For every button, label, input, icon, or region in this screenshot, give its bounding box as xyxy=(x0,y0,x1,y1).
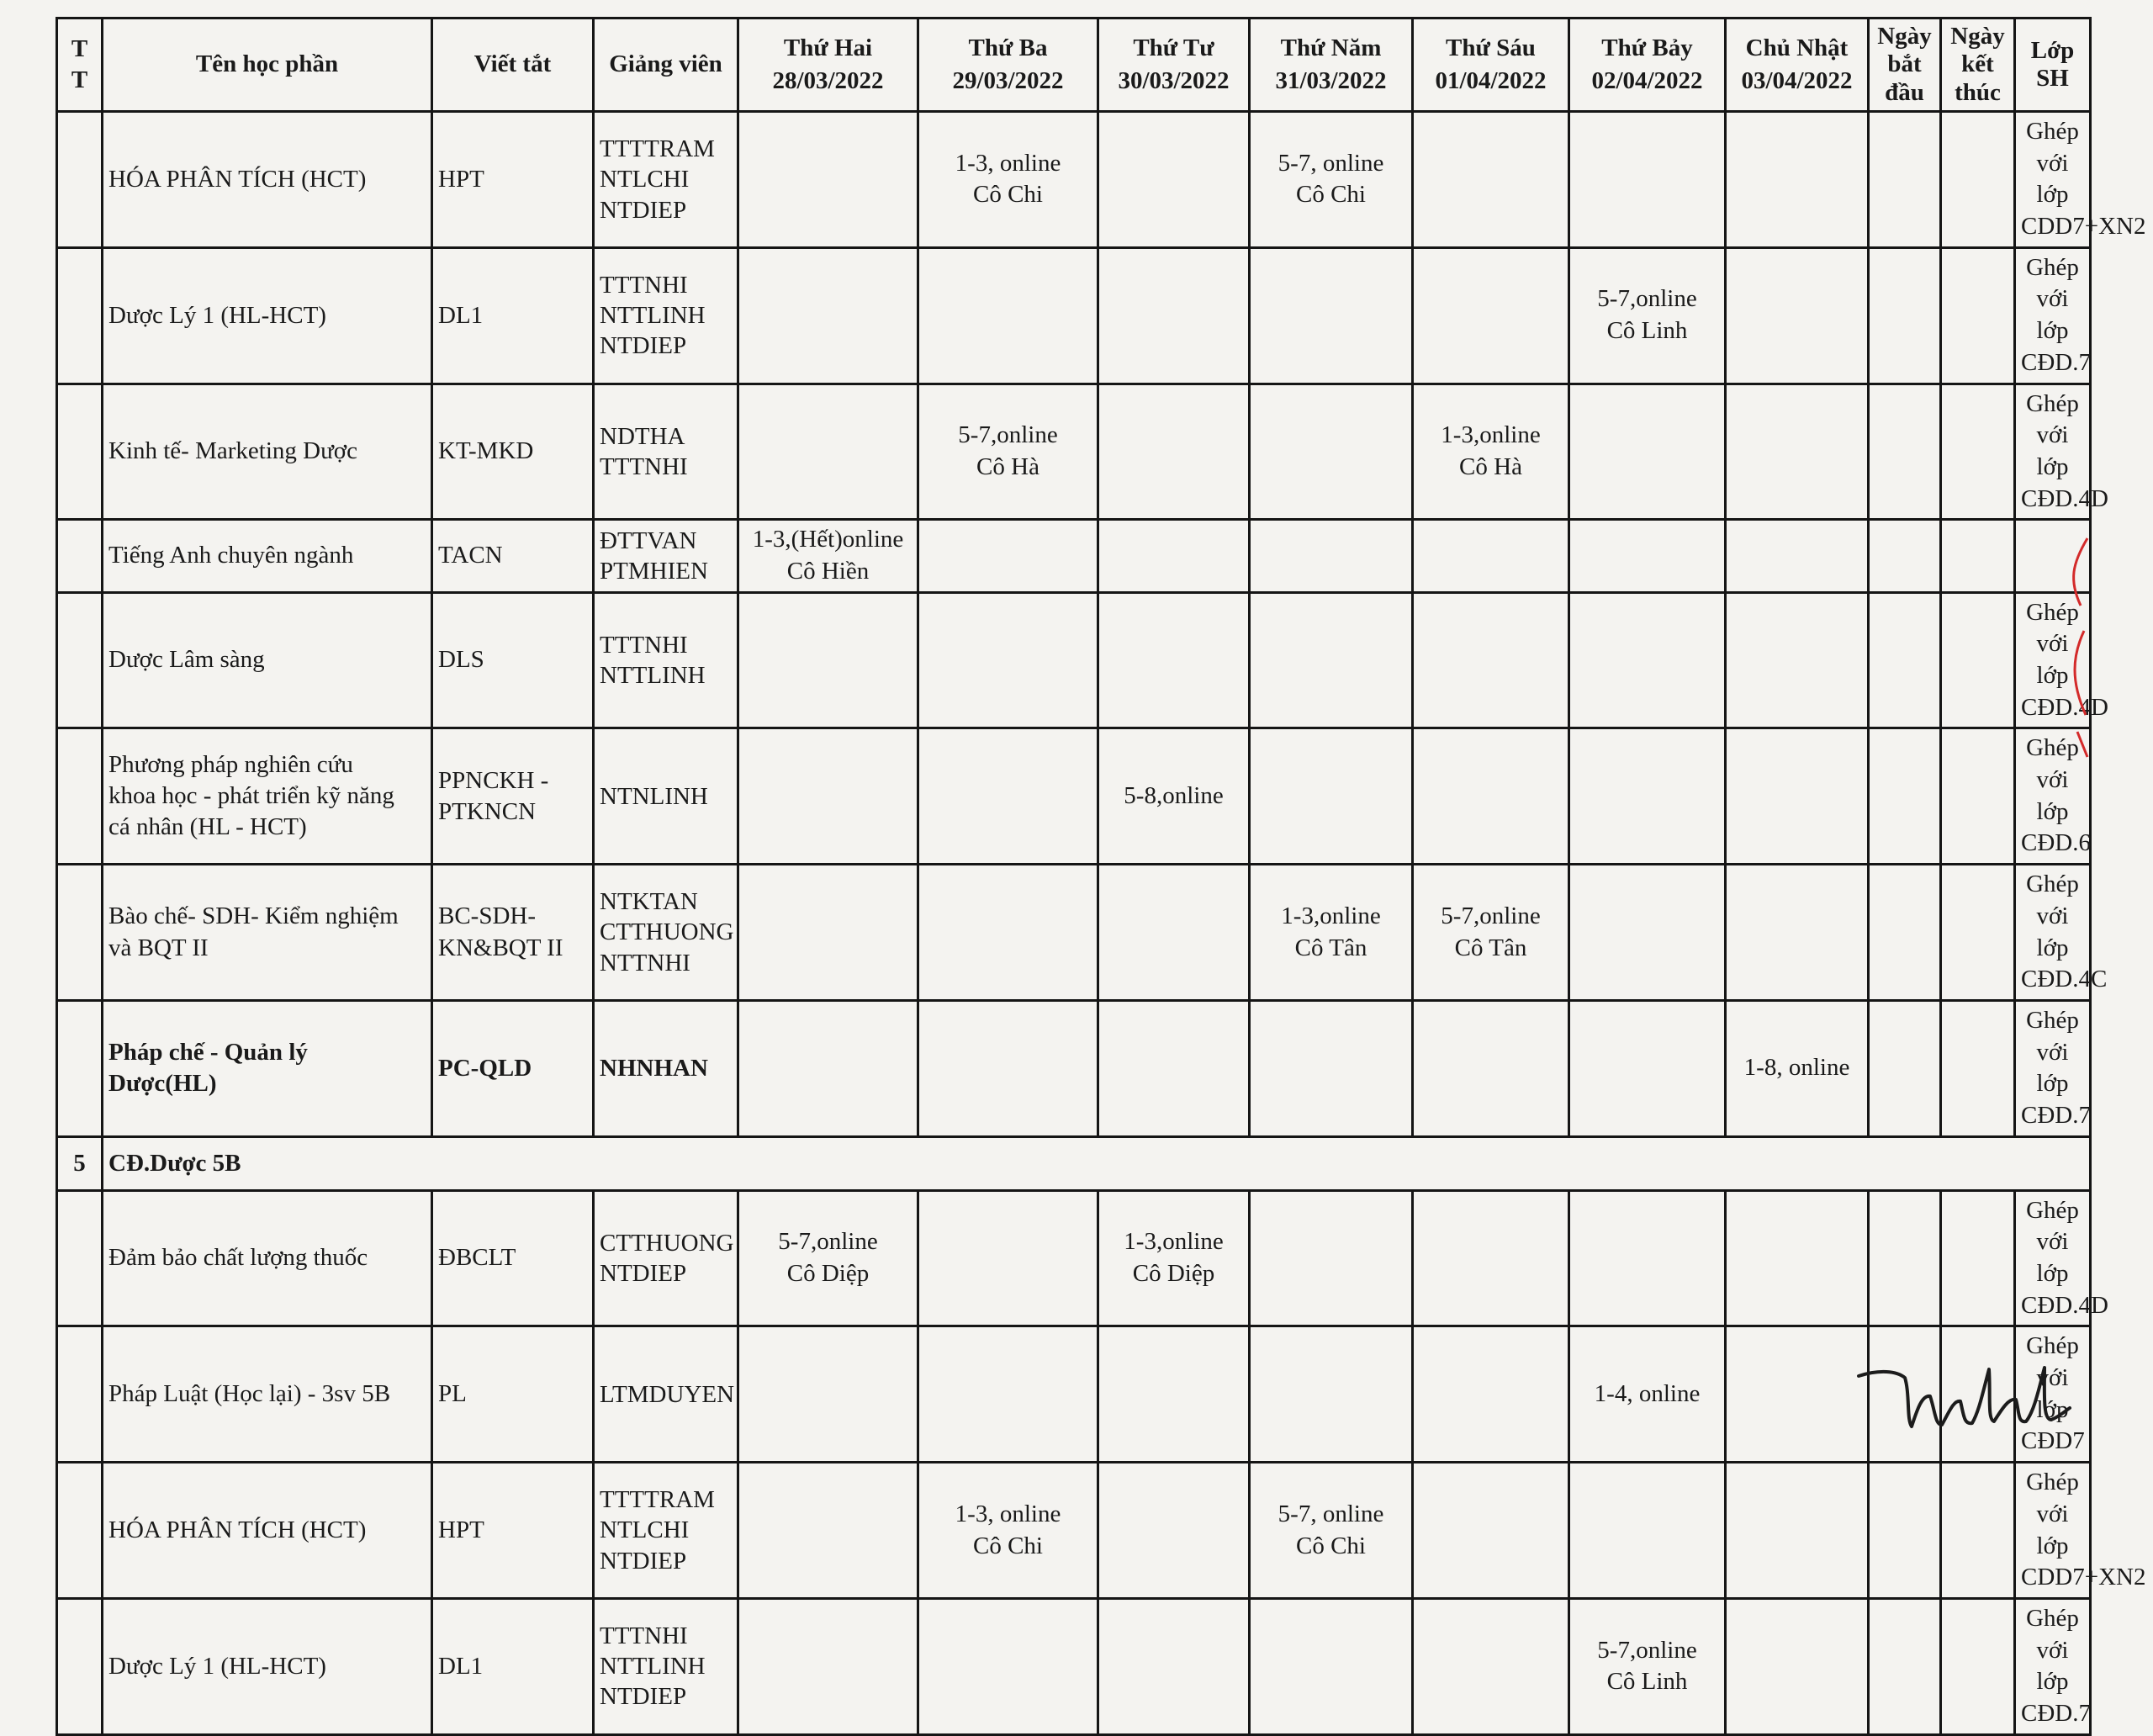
day-slot xyxy=(1250,1326,1413,1463)
day-slot: 1-3,online Cô Tân xyxy=(1250,865,1413,1001)
lecturer-codes: TTTTRAM NTLCHI NTDIEP xyxy=(594,1463,738,1599)
course-abbr: DLS xyxy=(432,592,594,728)
group-5 xyxy=(57,1136,2091,1190)
course-name: Đảm bảo chất lượng thuốc xyxy=(103,1190,432,1326)
end-date xyxy=(1941,1463,2015,1599)
course-name: Bào chế- SDH- Kiểm nghiệm và BQT II xyxy=(103,865,432,1001)
course-name: Pháp chế - Quản lý Dược(HL) xyxy=(103,1000,432,1136)
course-name: Phương pháp nghiên cứu khoa học - phát triển kỹ năng cá nhân (HL - HCT) xyxy=(103,728,432,865)
course-row xyxy=(57,1326,2091,1463)
day-slot xyxy=(1569,592,1726,728)
day-slot: 5-7, online Cô Chi xyxy=(1250,1463,1413,1599)
end-date xyxy=(1941,112,2015,248)
start-date xyxy=(1869,1000,1941,1136)
row-number xyxy=(57,592,103,728)
header-row xyxy=(57,19,2091,112)
schedule-body-5 xyxy=(57,1190,2146,1734)
schedule-body-4 xyxy=(57,112,2146,1137)
lecturer-codes: ĐTTVAN PTMHIEN xyxy=(594,520,738,592)
day-slot xyxy=(738,1463,918,1599)
class-note: Ghép với lớp CĐD.7 xyxy=(2015,1000,2091,1136)
lecturer-codes: TTTTRAM NTLCHI NTDIEP xyxy=(594,112,738,248)
day-slot xyxy=(1569,384,1726,520)
day-slot xyxy=(918,1190,1098,1326)
day-slot xyxy=(1569,728,1726,865)
row-number xyxy=(57,112,103,248)
handwritten-signature xyxy=(1854,1361,2073,1437)
header-start-date: Ngày bắt đầu xyxy=(1869,19,1941,112)
day-slot xyxy=(1250,384,1413,520)
class-note: Ghép với lớp CĐD.4D xyxy=(2015,384,2091,520)
day-slot xyxy=(918,728,1098,865)
class-note: Ghép với lớp CĐD7 xyxy=(2015,1326,2091,1463)
end-date xyxy=(1941,728,2015,865)
day-slot xyxy=(1098,247,1250,384)
day-slot xyxy=(1726,1190,1869,1326)
start-date xyxy=(1869,1598,1941,1734)
course-row xyxy=(57,865,2091,1001)
header-day-fri: Thứ Sáu 01/04/2022 xyxy=(1413,19,1569,112)
lecturer-codes: TTTNHI NTTLINH NTDIEP xyxy=(594,247,738,384)
header-course: Tên học phần xyxy=(103,19,432,112)
course-name: Dược Lý 1 (HL-HCT) xyxy=(103,247,432,384)
class-note: Ghép với lớp CĐD.4C xyxy=(2015,865,2091,1001)
day-slot xyxy=(918,592,1098,728)
header-lecturer: Giảng viên xyxy=(594,19,738,112)
day-slot xyxy=(738,728,918,865)
start-date xyxy=(1869,247,1941,384)
class-note: Ghép với lớp CDD7+XN2 xyxy=(2015,1463,2091,1599)
day-slot xyxy=(1726,520,1869,592)
course-abbr: HPT xyxy=(432,112,594,248)
day-slot: 1-3,online Cô Hà xyxy=(1413,384,1569,520)
header-day-wed: Thứ Tư 30/03/2022 xyxy=(1098,19,1250,112)
day-slot xyxy=(1726,384,1869,520)
course-row xyxy=(57,1463,2091,1599)
day-slot xyxy=(1726,865,1869,1001)
day-slot xyxy=(918,1326,1098,1463)
course-row xyxy=(57,247,2091,384)
day-slot xyxy=(1413,1598,1569,1734)
start-date xyxy=(1869,1190,1941,1326)
day-slot xyxy=(1250,1598,1413,1734)
day-slot xyxy=(1726,592,1869,728)
class-note: Ghép với lớp CĐD.4D xyxy=(2015,1190,2091,1326)
course-abbr: PC-QLD xyxy=(432,1000,594,1136)
header-end-date: Ngày kết thúc xyxy=(1941,19,2015,112)
day-slot xyxy=(1569,1000,1726,1136)
end-date xyxy=(1941,865,2015,1001)
day-slot: 1-3, online Cô Chi xyxy=(918,1463,1098,1599)
row-number xyxy=(57,1463,103,1599)
course-abbr: ĐBCLT xyxy=(432,1190,594,1326)
class-note: Ghép với lớp CDD7+XN2 xyxy=(2015,112,2091,248)
day-slot xyxy=(1413,1463,1569,1599)
end-date xyxy=(1941,592,2015,728)
course-abbr: TACN xyxy=(432,520,594,592)
day-slot xyxy=(1413,1326,1569,1463)
day-slot xyxy=(1098,112,1250,248)
day-slot xyxy=(1413,592,1569,728)
day-slot xyxy=(918,865,1098,1001)
day-slot xyxy=(918,1000,1098,1136)
course-row xyxy=(57,1000,2091,1136)
day-slot: 1-3,(Hết)online Cô Hiền xyxy=(738,520,918,592)
day-slot xyxy=(1098,1598,1250,1734)
start-date xyxy=(1869,728,1941,865)
course-name: Kinh tế- Marketing Dược xyxy=(103,384,432,520)
day-slot xyxy=(918,1598,1098,1734)
day-slot xyxy=(1098,384,1250,520)
course-abbr: BC-SDH- KN&BQT II xyxy=(432,865,594,1001)
course-row xyxy=(57,384,2091,520)
lecturer-codes: NTKTAN CTTHUONG NTTNHI xyxy=(594,865,738,1001)
lecturer-codes: CTTHUONG NTDIEP xyxy=(594,1190,738,1326)
day-slot xyxy=(1569,112,1726,248)
course-row xyxy=(57,1598,2091,1734)
day-slot xyxy=(738,1000,918,1136)
end-date xyxy=(1941,1000,2015,1136)
day-slot xyxy=(1569,520,1726,592)
day-slot: 5-7,online Cô Linh xyxy=(1569,247,1726,384)
day-slot: 5-7,online Cô Tân xyxy=(1413,865,1569,1001)
day-slot xyxy=(1726,728,1869,865)
group-number: 5 xyxy=(57,1136,103,1190)
day-slot xyxy=(1250,247,1413,384)
day-slot xyxy=(738,1326,918,1463)
day-slot xyxy=(1250,520,1413,592)
end-date xyxy=(1941,247,2015,384)
start-date xyxy=(1869,1463,1941,1599)
header-class: Lớp SH xyxy=(2015,19,2091,112)
course-abbr: DL1 xyxy=(432,1598,594,1734)
day-slot: 1-4, online xyxy=(1569,1326,1726,1463)
day-slot xyxy=(1098,1000,1250,1136)
course-abbr: PL xyxy=(432,1326,594,1463)
start-date xyxy=(1869,384,1941,520)
day-slot: 5-7,online Cô Diệp xyxy=(738,1190,918,1326)
course-abbr: HPT xyxy=(432,1463,594,1599)
row-number xyxy=(57,1190,103,1326)
day-slot xyxy=(1726,1463,1869,1599)
day-slot xyxy=(1569,1463,1726,1599)
day-slot: 5-7,online Cô Linh xyxy=(1569,1598,1726,1734)
day-slot xyxy=(1726,1326,1869,1463)
end-date xyxy=(1941,1598,2015,1734)
header-day-thu: Thứ Năm 31/03/2022 xyxy=(1250,19,1413,112)
row-number xyxy=(57,1326,103,1463)
day-slot xyxy=(1098,865,1250,1001)
day-slot xyxy=(738,592,918,728)
day-slot xyxy=(1413,728,1569,865)
header-abbr: Viết tắt xyxy=(432,19,594,112)
day-slot: 1-8, online xyxy=(1726,1000,1869,1136)
day-slot xyxy=(1413,112,1569,248)
row-number xyxy=(57,728,103,865)
course-name: HÓA PHÂN TÍCH (HCT) xyxy=(103,112,432,248)
start-date xyxy=(1869,592,1941,728)
header-day-sat: Thứ Bảy 02/04/2022 xyxy=(1569,19,1726,112)
row-number xyxy=(57,865,103,1001)
group-title: CĐ.Dược 5B xyxy=(103,1136,2091,1190)
end-date xyxy=(1941,384,2015,520)
class-note: Ghép với lớp CĐD.4D xyxy=(2015,592,2091,728)
start-date xyxy=(1869,112,1941,248)
course-name: Dược Lý 1 (HL-HCT) xyxy=(103,1598,432,1734)
class-note: Ghép với lớp CĐD.6 xyxy=(2015,728,2091,865)
day-slot xyxy=(1098,592,1250,728)
row-number xyxy=(57,520,103,592)
day-slot xyxy=(918,520,1098,592)
day-slot xyxy=(1726,112,1869,248)
day-slot xyxy=(1098,520,1250,592)
day-slot: 1-3, online Cô Chi xyxy=(918,112,1098,248)
group-row xyxy=(57,1136,2091,1190)
red-stamp-fragment xyxy=(2047,530,2089,782)
day-slot xyxy=(1250,728,1413,865)
day-slot xyxy=(1098,1463,1250,1599)
header-day-sun: Chủ Nhật 03/04/2022 xyxy=(1726,19,1869,112)
day-slot: 5-7, online Cô Chi xyxy=(1250,112,1413,248)
course-row xyxy=(57,112,2091,248)
day-slot xyxy=(1098,1326,1250,1463)
course-row xyxy=(57,592,2091,728)
class-note: Ghép với lớp CĐD.7 xyxy=(2015,1598,2091,1734)
course-row xyxy=(57,728,2091,865)
row-number xyxy=(57,247,103,384)
lecturer-codes: TTTNHI NTTLINH NTDIEP xyxy=(594,1598,738,1734)
day-slot: 1-3,online Cô Diệp xyxy=(1098,1190,1250,1326)
day-slot xyxy=(1250,1190,1413,1326)
end-date xyxy=(1941,520,2015,592)
lecturer-codes: NHNHAN xyxy=(594,1000,738,1136)
course-name: Tiếng Anh chuyên ngành xyxy=(103,520,432,592)
lecturer-codes: TTTNHI NTTLINH xyxy=(594,592,738,728)
course-abbr: KT-MKD xyxy=(432,384,594,520)
day-slot: 5-7,online Cô Hà xyxy=(918,384,1098,520)
day-slot xyxy=(1413,247,1569,384)
day-slot xyxy=(1726,247,1869,384)
class-note: Ghép với lớp CĐD.7 xyxy=(2015,247,2091,384)
schedule-sheet xyxy=(56,17,2146,1727)
day-slot xyxy=(1726,1598,1869,1734)
day-slot xyxy=(738,865,918,1001)
end-date xyxy=(1941,1190,2015,1326)
schedule-table xyxy=(56,17,2146,1736)
header-tt: T T xyxy=(57,19,103,112)
day-slot xyxy=(738,247,918,384)
day-slot xyxy=(1413,520,1569,592)
day-slot xyxy=(1569,865,1726,1001)
day-slot xyxy=(918,247,1098,384)
course-name: Pháp Luật (Học lại) - 3sv 5B xyxy=(103,1326,432,1463)
day-slot xyxy=(1250,592,1413,728)
day-slot xyxy=(738,384,918,520)
course-row xyxy=(57,520,2091,592)
day-slot: 5-8,online xyxy=(1098,728,1250,865)
lecturer-codes: LTMDUYEN xyxy=(594,1326,738,1463)
day-slot xyxy=(1413,1190,1569,1326)
course-name: HÓA PHÂN TÍCH (HCT) xyxy=(103,1463,432,1599)
start-date xyxy=(1869,865,1941,1001)
lecturer-codes: NDTHA TTTNHI xyxy=(594,384,738,520)
day-slot xyxy=(1569,1190,1726,1326)
day-slot xyxy=(1250,1000,1413,1136)
row-number xyxy=(57,1000,103,1136)
lecturer-codes: NTNLINH xyxy=(594,728,738,865)
header-day-tue: Thứ Ba 29/03/2022 xyxy=(918,19,1098,112)
course-abbr: DL1 xyxy=(432,247,594,384)
day-slot xyxy=(738,112,918,248)
day-slot xyxy=(738,1598,918,1734)
course-abbr: PPNCKH - PTKNCN xyxy=(432,728,594,865)
start-date xyxy=(1869,520,1941,592)
header-day-mon: Thứ Hai 28/03/2022 xyxy=(738,19,918,112)
row-number xyxy=(57,384,103,520)
day-slot xyxy=(1413,1000,1569,1136)
course-name: Dược Lâm sàng xyxy=(103,592,432,728)
row-number xyxy=(57,1598,103,1734)
course-row xyxy=(57,1190,2091,1326)
